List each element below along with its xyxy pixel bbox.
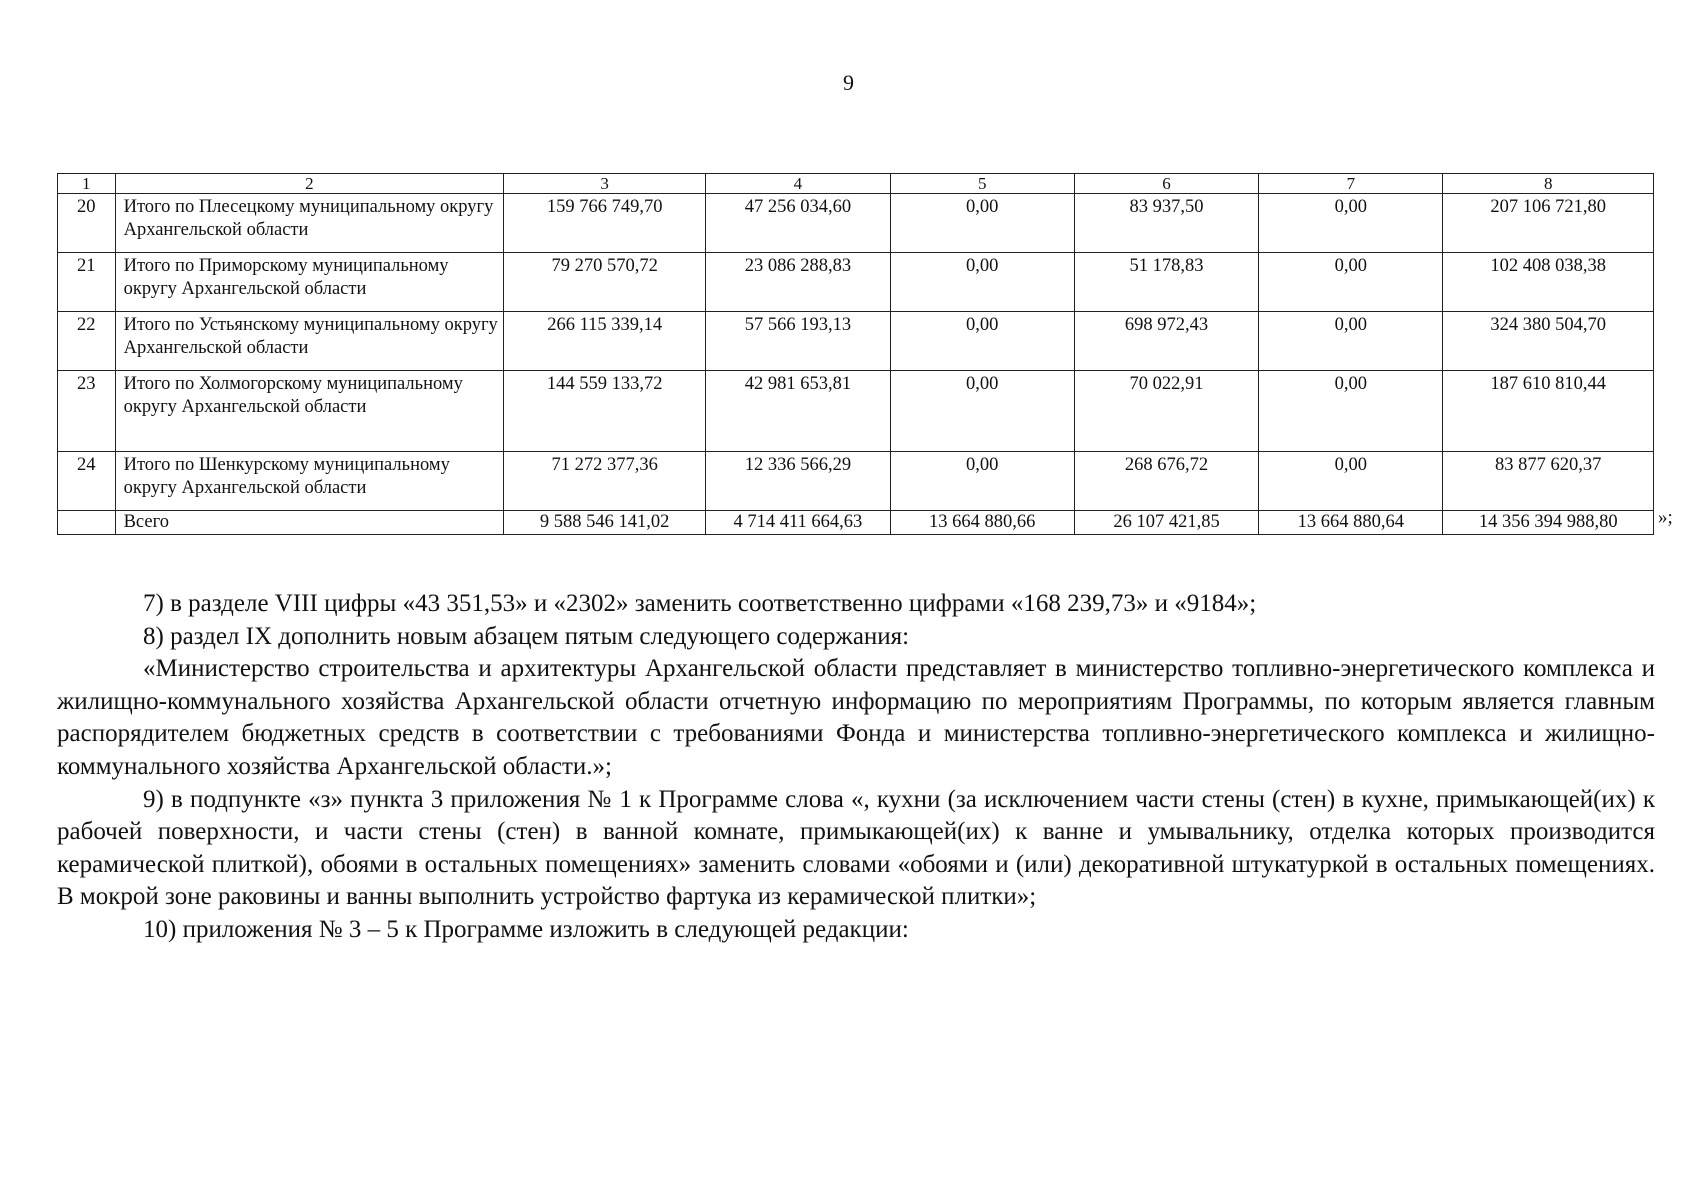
table-row bbox=[58, 194, 1654, 253]
cell-col6: 268 676,72 bbox=[1074, 452, 1258, 511]
cell-col7: 0,00 bbox=[1259, 253, 1443, 312]
paragraph: 9) в подпункте «з» пункта 3 приложения № 1 к Программе слова «, кухни (за исключением части стены (стен) в кухне, примыкающей(их) к рабочей поверхности, и части стены (стен) в ванной комнате, примыкающей(их) к ванне и умывальнику, отделка которых производится керамической плиткой), обоями в остальных помещениях» заменить словами «обоями и (или) декоративной штукатуркой в остальных помещениях. В мокрой зоне раковины и ванны выполнить устройство фартука из керамической плитки»; bbox=[57, 785, 1655, 911]
cell-col7: 0,00 bbox=[1259, 371, 1443, 452]
total-label: Всего bbox=[115, 511, 504, 535]
cell-col4: 47 256 034,60 bbox=[706, 194, 890, 253]
cell-col8: 102 408 038,38 bbox=[1443, 253, 1654, 312]
row-name: Итого по Шенкурскому муниципальному округу Архангельской области bbox=[115, 452, 504, 511]
row-number: 20 bbox=[58, 194, 116, 253]
cell-col5: 0,00 bbox=[890, 452, 1074, 511]
cell-col6: 698 972,43 bbox=[1074, 312, 1258, 371]
cell-col4: 57 566 193,13 bbox=[706, 312, 890, 371]
header-cell: 7 bbox=[1259, 174, 1443, 194]
cell-col8: 207 106 721,80 bbox=[1443, 194, 1654, 253]
cell-col3: 144 559 133,72 bbox=[504, 371, 706, 452]
cell-col3: 266 115 339,14 bbox=[504, 312, 706, 371]
total-row bbox=[58, 511, 1654, 535]
row-number bbox=[58, 511, 116, 535]
header-cell: 3 bbox=[504, 174, 706, 194]
cell-col4: 42 981 653,81 bbox=[706, 371, 890, 452]
table-header-row bbox=[58, 174, 1654, 194]
header-cell: 1 bbox=[58, 174, 116, 194]
cell-col5: 0,00 bbox=[890, 312, 1074, 371]
table-row bbox=[58, 452, 1654, 511]
row-number: 24 bbox=[58, 452, 116, 511]
paragraph: 8) раздел IX дополнить новым абзацем пятым следующего содержания: bbox=[143, 622, 910, 650]
cell-col3: 159 766 749,70 bbox=[504, 194, 706, 253]
total-col7: 13 664 880,64 bbox=[1259, 511, 1443, 535]
row-name: Итого по Плесецкому муниципальному округу Архангельской области bbox=[115, 194, 504, 253]
cell-col7: 0,00 bbox=[1259, 312, 1443, 371]
cell-col3: 79 270 570,72 bbox=[504, 253, 706, 312]
row-name: Итого по Приморскому муниципальному округу Архангельской области bbox=[115, 253, 504, 312]
row-name: Итого по Холмогорскому муниципальному округу Архангельской области bbox=[115, 371, 504, 452]
cell-col8: 324 380 504,70 bbox=[1443, 312, 1654, 371]
row-number: 21 bbox=[58, 253, 116, 312]
row-name: Итого по Устьянскому муниципальному округу Архангельской области bbox=[115, 312, 504, 371]
table-row bbox=[58, 253, 1654, 312]
cell-col4: 12 336 566,29 bbox=[706, 452, 890, 511]
total-col8: 14 356 394 988,80 bbox=[1443, 511, 1654, 535]
total-col6: 26 107 421,85 bbox=[1074, 511, 1258, 535]
cell-col4: 23 086 288,83 bbox=[706, 253, 890, 312]
table-row bbox=[58, 371, 1654, 452]
data-table bbox=[57, 173, 1654, 535]
header-cell: 4 bbox=[706, 174, 890, 194]
total-col3: 9 588 546 141,02 bbox=[504, 511, 706, 535]
header-cell: 2 bbox=[115, 174, 504, 194]
cell-col5: 0,00 bbox=[890, 371, 1074, 452]
cell-col7: 0,00 bbox=[1259, 194, 1443, 253]
header-cell: 5 bbox=[890, 174, 1074, 194]
cell-col7: 0,00 bbox=[1259, 452, 1443, 511]
row-number: 22 bbox=[58, 312, 116, 371]
cell-col6: 51 178,83 bbox=[1074, 253, 1258, 312]
total-col4: 4 714 411 664,63 bbox=[706, 511, 890, 535]
row-number: 23 bbox=[58, 371, 116, 452]
header-cell: 8 bbox=[1443, 174, 1654, 194]
cell-col6: 83 937,50 bbox=[1074, 194, 1258, 253]
total-col5: 13 664 880,66 bbox=[890, 511, 1074, 535]
cell-col5: 0,00 bbox=[890, 253, 1074, 312]
cell-col6: 70 022,91 bbox=[1074, 371, 1258, 452]
body-text bbox=[57, 588, 1655, 947]
table-row bbox=[58, 312, 1654, 371]
closing-quote-mark: »; bbox=[1658, 507, 1673, 528]
page-number: 9 bbox=[843, 70, 854, 95]
paragraph: 10) приложения № 3 – 5 к Программе изложить в следующей редакции: bbox=[143, 915, 909, 943]
paragraph: 7) в разделе VIII цифры «43 351,53» и «2302» заменить соответственно цифрами «168 239,73» и «9184»; bbox=[143, 590, 1257, 617]
cell-col3: 71 272 377,36 bbox=[504, 452, 706, 511]
cell-col8: 187 610 810,44 bbox=[1443, 371, 1654, 452]
paragraph: «Министерство строительства и архитектуры Архангельской области представляет в министерство топливно-энергетического комплекса и жилищно-коммунального хозяйства Архангельской области отчетную информацию по мероприятиям Программы, по которым является главным распорядителем бюджетных средств в соответствии с требованиями Фонда и министерства топливно-энергетического комплекса и жилищно- коммунального хозяйства Архангельской области.»; bbox=[57, 655, 1655, 780]
cell-col5: 0,00 bbox=[890, 194, 1074, 253]
header-cell: 6 bbox=[1074, 174, 1258, 194]
cell-col8: 83 877 620,37 bbox=[1443, 452, 1654, 511]
